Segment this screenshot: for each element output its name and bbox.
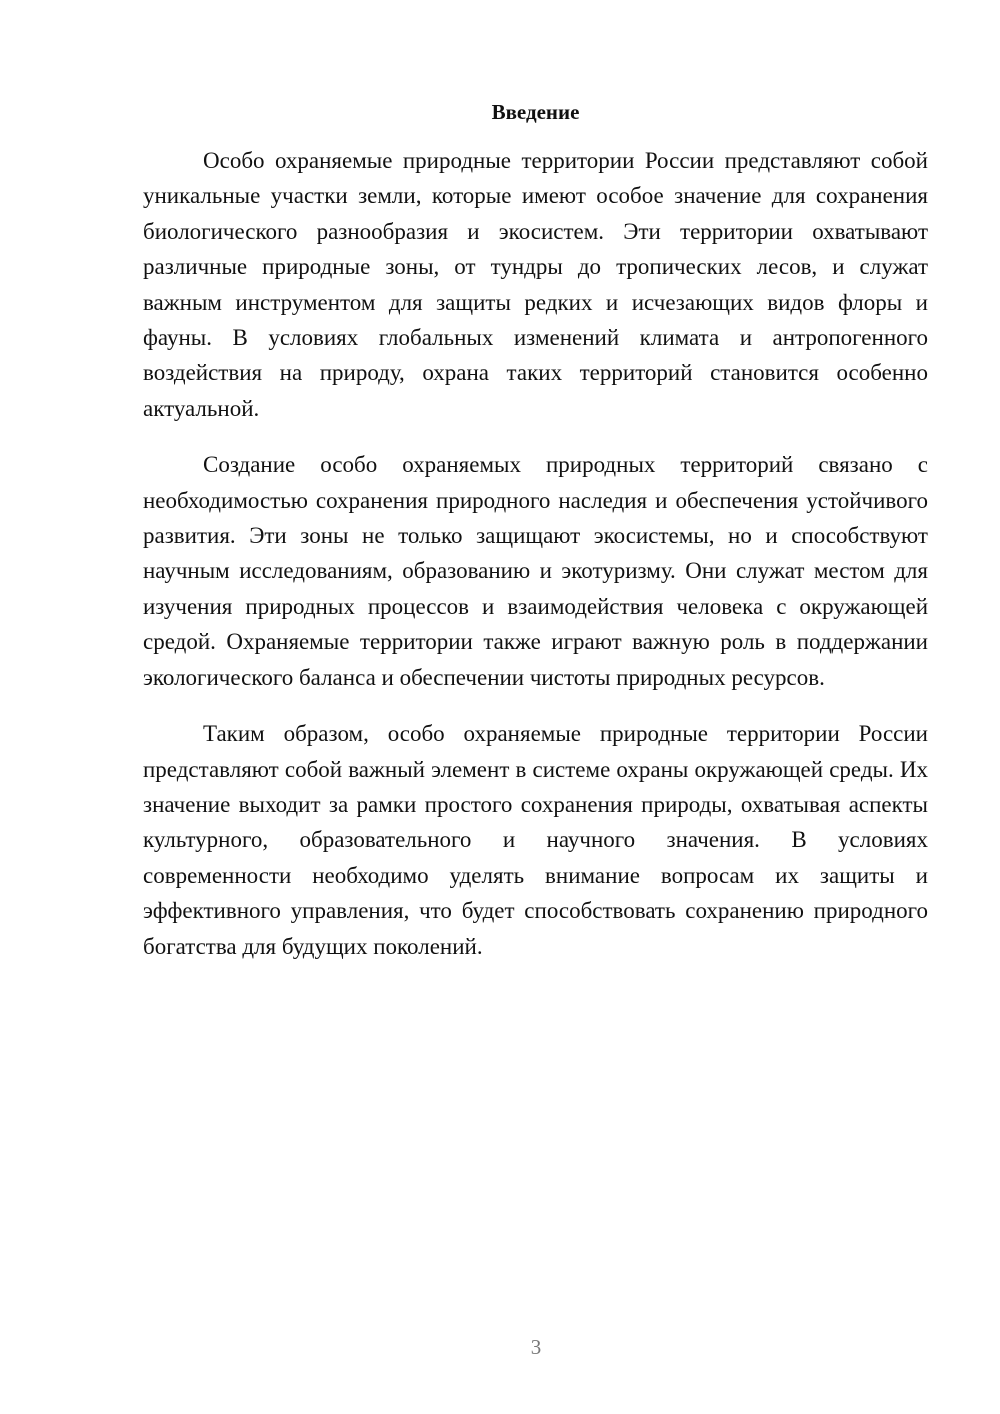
body-text xyxy=(143,143,928,985)
paragraph-2: Создание особо охраняемых природных территорий связано с необходимостью сохранения природного наследия и обеспечения устойчивого развития. Эти зоны не только защищают экосистемы, но и способствуют научным исследованиям, образованию и экотуризму. Они служат местом для изучения природных процессов и взаимодействия человека с окружающей средой. Охраняемые территории также играют важную роль в поддержании экологического баланса и обеспечении чистоты природных ресурсов. xyxy=(143,452,928,690)
page-number: 3 xyxy=(530,1335,542,1359)
paragraph-3: Таким образом, особо охраняемые природные территории России представляют собой важный элемент в системе охраны окружающей среды. Их значение выходит за рамки простого сохранения природы, охватывая аспекты культурного, образовательного и научного значения. В условиях современности необходимо уделять внимание вопросам их защиты и эффективного управления, что будет способствовать сохранению природного богатства для будущих поколений. xyxy=(143,721,928,959)
paragraph-1: Особо охраняемые природные территории России представляют собой уникальные участки земли, которые имеют особое значение для сохранения биологического разнообразия и экосистем. Эти территории охватывают различные природные зоны, от тундры до тропических лесов, и служат важным инструментом для защиты редких и исчезающих видов флоры и фауны. В условиях глобальных изменений климата и антропогенного воздействия на природу, охрана таких территорий становится особенно актуальной. xyxy=(143,148,928,421)
page-title: Введение xyxy=(491,100,580,124)
